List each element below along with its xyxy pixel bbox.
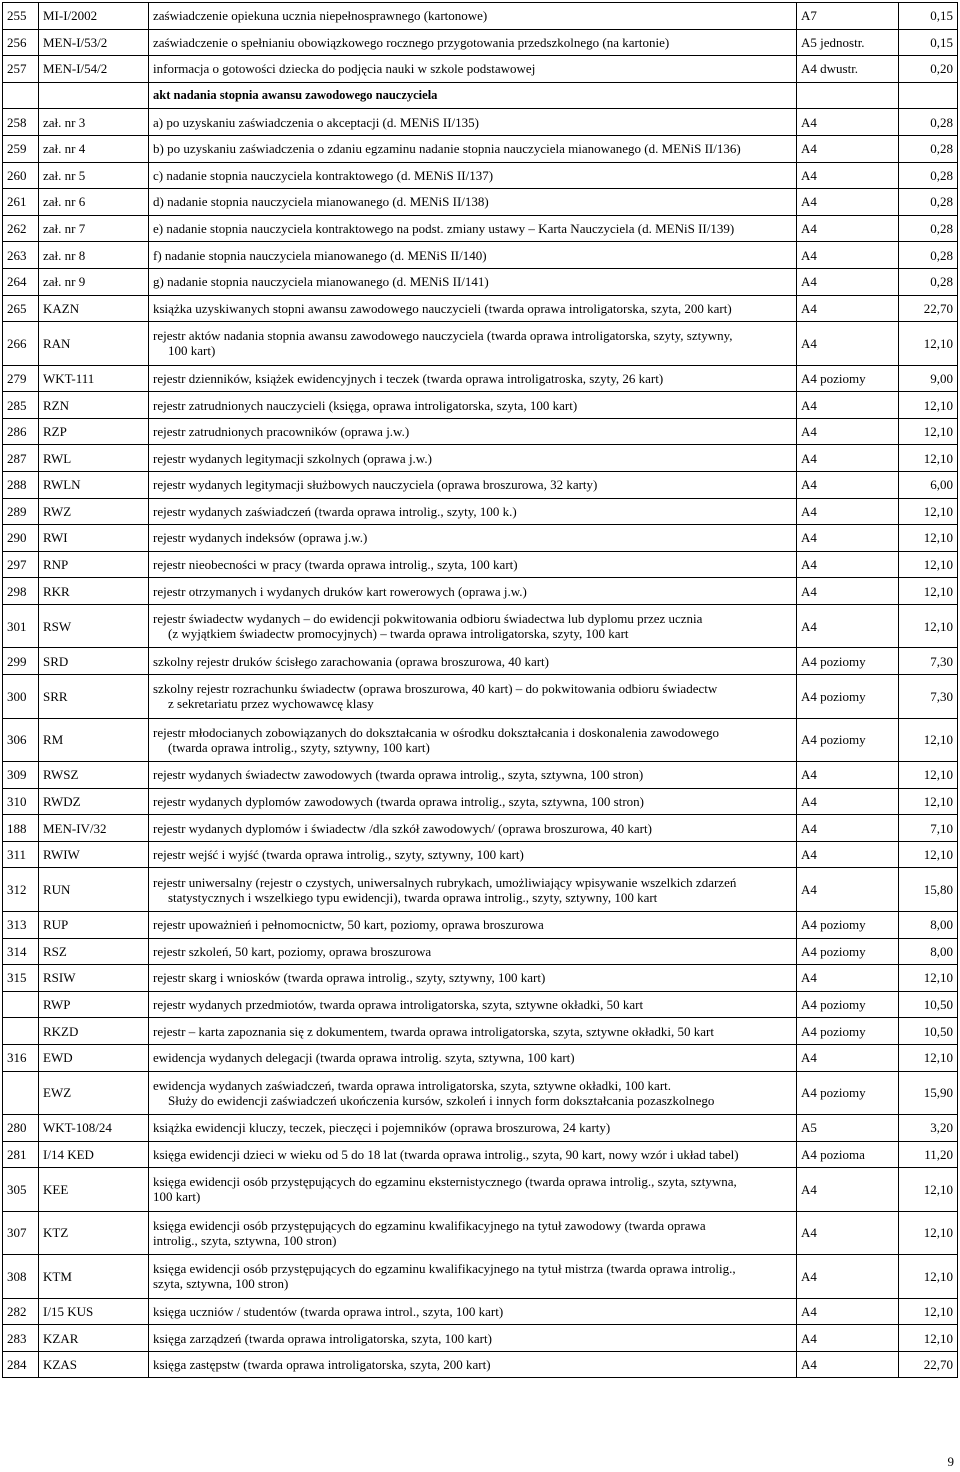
item-price-cell: 15,90 [899, 1071, 958, 1115]
item-number-cell: 307 [3, 1211, 39, 1255]
item-number-cell: 256 [3, 29, 39, 56]
item-price-cell: 7,30 [899, 675, 958, 719]
item-code-cell: zał. nr 8 [39, 242, 149, 269]
table-row [3, 1018, 958, 1045]
item-number-cell: 188 [3, 815, 39, 842]
item-description-cell: b) po uzyskaniu zaświadczenia o zdaniu egzaminu nadanie stopnia nauczyciela mianowanego (d. MENiS II/136) [149, 135, 797, 162]
item-description-cell: szkolny rejestr druków ścisłego zarachowania (oprawa broszurowa, 40 kart) [149, 648, 797, 675]
item-number-cell: 265 [3, 295, 39, 322]
table-row [3, 1325, 958, 1352]
item-price-cell: 8,00 [899, 911, 958, 938]
item-description-cell [149, 868, 797, 912]
item-number-cell: 285 [3, 392, 39, 419]
item-description-cell [149, 1255, 797, 1299]
item-format-cell [797, 82, 899, 109]
description-line-1: księga ewidencji osób przystępujących do egzaminu eksternistycznego (twarda oprawa introlig., szyta, sztywna, [153, 1174, 737, 1190]
item-format-cell: A4 [797, 242, 899, 269]
item-price-cell: 12,10 [899, 1044, 958, 1071]
item-number-cell: 308 [3, 1255, 39, 1299]
item-format-cell: A4 poziomy [797, 648, 899, 675]
item-code-cell: RWIW [39, 841, 149, 868]
item-description-cell: rejestr – karta zapoznania się z dokumentem, twarda oprawa introligatorska, szyta, sztywne okładki, 50 kart [149, 1018, 797, 1045]
item-format-cell: A4 [797, 498, 899, 525]
item-format-cell: A4 poziomy [797, 718, 899, 762]
item-code-cell [39, 82, 149, 109]
description-line-1: rejestr uniwersalny (rejestr o czystych, uniwersalnych rubrykach, umożliwiający wpisywanie wszelkich zdarzeń [153, 874, 737, 890]
item-price-cell: 12,10 [899, 1325, 958, 1352]
description-line-2: introlig., szyta, sztywna, 100 stron) [153, 1232, 337, 1248]
table-row [3, 268, 958, 295]
item-price-cell: 6,00 [899, 472, 958, 499]
item-price-cell: 12,10 [899, 1298, 958, 1325]
description-line-1: ewidencja wydanych zaświadczeń, twarda oprawa introligatorska, szyta, sztywne okładki, 100 kart. [153, 1077, 672, 1093]
table-row [3, 56, 958, 83]
item-code-cell: zał. nr 3 [39, 109, 149, 136]
item-price-cell: 0,20 [899, 56, 958, 83]
item-description-cell: informacja o gotowości dziecka do podjęcia nauki w szkole podstawowej [149, 56, 797, 83]
item-format-cell: A4 [797, 551, 899, 578]
table-row [3, 788, 958, 815]
item-number-cell: 260 [3, 162, 39, 189]
table-row [3, 189, 958, 216]
item-price-cell: 10,50 [899, 991, 958, 1018]
item-description-cell: rejestr wydanych legitymacji służbowych nauczyciela (oprawa broszurowa, 32 karty) [149, 472, 797, 499]
item-code-cell: RUP [39, 911, 149, 938]
item-code-cell: zał. nr 4 [39, 135, 149, 162]
item-number-cell: 313 [3, 911, 39, 938]
item-code-cell: SRD [39, 648, 149, 675]
item-format-cell: A4 pozioma [797, 1141, 899, 1168]
item-code-cell: KAZN [39, 295, 149, 322]
item-code-cell: RWP [39, 991, 149, 1018]
description-line-2: szyta, sztywna, 100 stron) [153, 1276, 289, 1292]
item-format-cell: A4 poziomy [797, 675, 899, 719]
item-format-cell: A4 [797, 1255, 899, 1299]
item-description-cell: rejestr zatrudnionych pracowników (oprawa j.w.) [149, 418, 797, 445]
item-price-cell: 12,10 [899, 1168, 958, 1212]
table-row [3, 1071, 958, 1115]
table-row [3, 1115, 958, 1142]
table-row [3, 242, 958, 269]
item-number-cell: 258 [3, 109, 39, 136]
item-format-cell: A4 [797, 189, 899, 216]
table-row [3, 29, 958, 56]
item-code-cell: RUN [39, 868, 149, 912]
item-price-cell: 7,10 [899, 815, 958, 842]
table-row [3, 551, 958, 578]
item-description-cell [149, 604, 797, 648]
item-description-cell: księga uczniów / studentów (twarda oprawa introl., szyta, 100 kart) [149, 1298, 797, 1325]
table-row [3, 578, 958, 605]
item-number-cell [3, 991, 39, 1018]
table-row [3, 1211, 958, 1255]
table-row [3, 3, 958, 30]
item-number-cell: 290 [3, 525, 39, 552]
item-format-cell: A5 [797, 1115, 899, 1142]
description-line-1: księga ewidencji osób przystępujących do egzaminu kwalifikacyjnego na tytuł mistrza (twarda oprawa introlig., [153, 1261, 736, 1277]
item-format-cell: A4 poziomy [797, 991, 899, 1018]
item-description-cell [149, 1071, 797, 1115]
item-price-cell: 0,28 [899, 135, 958, 162]
item-description-cell: zaświadczenie o spełnianiu obowiązkowego rocznego przygotowania przedszkolnego (na kartonie) [149, 29, 797, 56]
item-number-cell: 279 [3, 365, 39, 392]
item-code-cell: MEN-I/53/2 [39, 29, 149, 56]
item-number-cell: 309 [3, 762, 39, 789]
item-format-cell: A4 poziomy [797, 1018, 899, 1045]
item-number-cell: 261 [3, 189, 39, 216]
item-description-cell: rejestr wydanych dyplomów i świadectw /dla szkół zawodowych/ (oprawa broszurowa, 40 kart) [149, 815, 797, 842]
item-price-cell: 0,15 [899, 29, 958, 56]
item-code-cell: RSIW [39, 965, 149, 992]
item-format-cell: A4 [797, 135, 899, 162]
item-number-cell: 298 [3, 578, 39, 605]
table-row [3, 1255, 958, 1299]
item-number-cell: 299 [3, 648, 39, 675]
item-number-cell: 306 [3, 718, 39, 762]
item-code-cell: zał. nr 5 [39, 162, 149, 189]
table-row [3, 498, 958, 525]
table-row [3, 938, 958, 965]
item-description-cell: rejestr dzienników, książek ewidencyjnych i teczek (twarda oprawa introligatroska, szyty, 26 kart) [149, 365, 797, 392]
item-price-cell: 12,10 [899, 1211, 958, 1255]
table-row [3, 675, 958, 719]
item-format-cell: A7 [797, 3, 899, 30]
item-description-cell: a) po uzyskaniu zaświadczenia o akceptacji (d. MENiS II/135) [149, 109, 797, 136]
item-code-cell: RWLN [39, 472, 149, 499]
item-description-cell: rejestr skarg i wniosków (twarda oprawa introlig., szyty, sztywny, 100 kart) [149, 965, 797, 992]
item-number-cell: 305 [3, 1168, 39, 1212]
item-format-cell: A4 [797, 604, 899, 648]
table-row [3, 445, 958, 472]
table-row [3, 392, 958, 419]
item-price-cell: 12,10 [899, 788, 958, 815]
item-number-cell: 263 [3, 242, 39, 269]
item-code-cell: EWZ [39, 1071, 149, 1115]
item-description-cell: księga zastępstw (twarda oprawa introligatorska, szyta, 200 kart) [149, 1351, 797, 1378]
table-row [3, 1141, 958, 1168]
item-number-cell: 316 [3, 1044, 39, 1071]
item-description-cell: księga zarządzeń (twarda oprawa introligatorska, szyta, 100 kart) [149, 1325, 797, 1352]
item-price-cell: 12,10 [899, 762, 958, 789]
item-number-cell: 310 [3, 788, 39, 815]
item-number-cell: 255 [3, 3, 39, 30]
description-line-1: rejestr młodocianych zobowiązanych do dokształcania w ośrodku dokształcania i doskonalenia zawodowego [153, 724, 720, 740]
item-description-cell: rejestr zatrudnionych nauczycieli (księga, oprawa introligatorska, szyta, 100 kart) [149, 392, 797, 419]
item-code-cell: KTM [39, 1255, 149, 1299]
item-format-cell: A4 [797, 1044, 899, 1071]
table-row [3, 841, 958, 868]
table-row [3, 295, 958, 322]
item-code-cell: MEN-I/54/2 [39, 56, 149, 83]
item-description-cell: e) nadanie stopnia nauczyciela kontraktowego na podst. zmiany ustawy – Karta Nauczyciela (d. MENiS II/139) [149, 215, 797, 242]
item-description-cell: rejestr upoważnień i pełnomocnictw, 50 kart, poziomy, oprawa broszurowa [149, 911, 797, 938]
item-format-cell: A4 [797, 788, 899, 815]
item-price-cell: 0,15 [899, 3, 958, 30]
item-number-cell: 259 [3, 135, 39, 162]
table-row [3, 762, 958, 789]
item-price-cell: 0,28 [899, 109, 958, 136]
item-price-cell: 0,28 [899, 242, 958, 269]
product-catalog-table [2, 2, 958, 1378]
item-description-cell: rejestr wydanych legitymacji szkolnych (oprawa j.w.) [149, 445, 797, 472]
item-format-cell: A4 dwustr. [797, 56, 899, 83]
item-description-cell: rejestr wydanych przedmiotów, twarda oprawa introligatorska, szyta, sztywne okładki, 50 kart [149, 991, 797, 1018]
item-code-cell: KTZ [39, 1211, 149, 1255]
table-row [3, 1044, 958, 1071]
item-price-cell: 7,30 [899, 648, 958, 675]
section-heading-row [3, 82, 958, 109]
item-number-cell: 281 [3, 1141, 39, 1168]
item-description-cell [149, 1211, 797, 1255]
table-row [3, 1168, 958, 1212]
item-number-cell: 280 [3, 1115, 39, 1142]
item-description-cell: książka uzyskiwanych stopni awansu zawodowego nauczycieli (twarda oprawa introligatorska, szyta, 200 kart) [149, 295, 797, 322]
item-code-cell: RKZD [39, 1018, 149, 1045]
item-code-cell: RWZ [39, 498, 149, 525]
item-number-cell [3, 1018, 39, 1045]
table-row [3, 1298, 958, 1325]
item-description-cell: g) nadanie stopnia nauczyciela mianowanego (d. MENiS II/141) [149, 268, 797, 295]
item-format-cell: A4 [797, 815, 899, 842]
item-description-cell: rejestr wydanych świadectw zawodowych (twarda oprawa introlig., szyta, sztywna, 100 stron) [149, 762, 797, 789]
item-format-cell: A4 [797, 868, 899, 912]
description-line-1: księga ewidencji osób przystępujących do egzaminu kwalifikacyjnego na tytuł zawodowy (twarda oprawa [153, 1217, 706, 1233]
item-code-cell: EWD [39, 1044, 149, 1071]
table-row [3, 109, 958, 136]
catalog-body [3, 3, 958, 1378]
item-description-cell [149, 675, 797, 719]
item-format-cell: A4 [797, 1325, 899, 1352]
item-price-cell: 12,10 [899, 578, 958, 605]
item-format-cell: A4 poziomy [797, 1071, 899, 1115]
item-format-cell: A4 poziomy [797, 365, 899, 392]
item-description-cell: rejestr nieobecności w pracy (twarda oprawa introlig., szyta, 100 kart) [149, 551, 797, 578]
item-price-cell: 9,00 [899, 365, 958, 392]
item-format-cell: A4 [797, 1298, 899, 1325]
item-number-cell: 283 [3, 1325, 39, 1352]
item-format-cell: A4 [797, 762, 899, 789]
table-row [3, 911, 958, 938]
item-number-cell: 314 [3, 938, 39, 965]
item-code-cell: RNP [39, 551, 149, 578]
table-row [3, 418, 958, 445]
item-price-cell: 12,10 [899, 604, 958, 648]
item-description-cell: rejestr szkoleń, 50 kart, poziomy, oprawa broszurowa [149, 938, 797, 965]
item-description-cell: f) nadanie stopnia nauczyciela mianowanego (d. MENiS II/140) [149, 242, 797, 269]
item-format-cell: A4 [797, 162, 899, 189]
item-description-cell: księga ewidencji dzieci w wieku od 5 do 18 lat (twarda oprawa introlig., szyta, 90 kart, nowy wzór i układ tabel) [149, 1141, 797, 1168]
item-number-cell: 286 [3, 418, 39, 445]
item-price-cell: 0,28 [899, 189, 958, 216]
item-price-cell: 12,10 [899, 965, 958, 992]
table-row [3, 365, 958, 392]
item-description-cell: rejestr otrzymanych i wydanych druków kart rowerowych (oprawa j.w.) [149, 578, 797, 605]
item-price-cell: 0,28 [899, 162, 958, 189]
item-number-cell: 315 [3, 965, 39, 992]
item-format-cell: A4 [797, 445, 899, 472]
item-format-cell: A4 [797, 268, 899, 295]
item-price-cell: 10,50 [899, 1018, 958, 1045]
description-line-1: rejestr świadectw wydanych – do ewidencji pokwitowania odbioru świadectwa lub dyplomu przez ucznia [153, 611, 703, 627]
item-format-cell: A4 [797, 418, 899, 445]
item-description-cell [149, 322, 797, 366]
item-format-cell: A4 [797, 965, 899, 992]
item-description-cell: rejestr wydanych zaświadczeń (twarda oprawa introlig., szyty, 100 k.) [149, 498, 797, 525]
item-code-cell: RAN [39, 322, 149, 366]
table-row [3, 718, 958, 762]
item-number-cell: 312 [3, 868, 39, 912]
item-price-cell: 11,20 [899, 1141, 958, 1168]
item-description-cell: rejestr wejść i wyjść (twarda oprawa introlig., szyty, sztywny, 100 kart) [149, 841, 797, 868]
item-price-cell: 12,10 [899, 392, 958, 419]
item-price-cell [899, 82, 958, 109]
table-row [3, 135, 958, 162]
item-price-cell: 12,10 [899, 498, 958, 525]
item-code-cell: RSZ [39, 938, 149, 965]
item-code-cell: WKT-108/24 [39, 1115, 149, 1142]
item-description-cell: d) nadanie stopnia nauczyciela mianowanego (d. MENiS II/138) [149, 189, 797, 216]
item-number-cell: 311 [3, 841, 39, 868]
table-row [3, 1351, 958, 1378]
item-code-cell: SRR [39, 675, 149, 719]
item-number-cell: 288 [3, 472, 39, 499]
description-line-2: z sekretariatu przez wychowawcę klasy [168, 696, 374, 712]
item-code-cell: KZAR [39, 1325, 149, 1352]
item-description-cell: zaświadczenie opiekuna ucznia niepełnosprawnego (kartonowe) [149, 3, 797, 30]
table-row [3, 525, 958, 552]
item-description-cell [149, 718, 797, 762]
item-format-cell: A4 [797, 1351, 899, 1378]
table-row [3, 991, 958, 1018]
item-price-cell: 3,20 [899, 1115, 958, 1142]
item-price-cell: 0,28 [899, 215, 958, 242]
item-number-cell: 282 [3, 1298, 39, 1325]
item-code-cell: MEN-IV/32 [39, 815, 149, 842]
item-price-cell: 0,28 [899, 268, 958, 295]
item-price-cell: 12,10 [899, 551, 958, 578]
item-format-cell: A4 [797, 295, 899, 322]
item-code-cell: MI-I/2002 [39, 3, 149, 30]
item-format-cell: A4 [797, 525, 899, 552]
table-row [3, 322, 958, 366]
item-number-cell: 301 [3, 604, 39, 648]
item-number-cell: 289 [3, 498, 39, 525]
item-format-cell: A4 [797, 1211, 899, 1255]
description-line-2: 100 kart) [168, 343, 216, 359]
description-line-2: Służy do ewidencji zaświadczeń ukończenia kursów, szkoleń i innych form dokształcania pozaszkolnego [168, 1092, 715, 1108]
item-format-cell: A4 [797, 322, 899, 366]
table-row [3, 648, 958, 675]
item-number-cell [3, 82, 39, 109]
item-code-cell: RM [39, 718, 149, 762]
item-price-cell: 22,70 [899, 295, 958, 322]
description-line-2: (twarda oprawa introlig., szyty, sztywny, 100 kart) [168, 739, 430, 755]
item-price-cell: 12,10 [899, 841, 958, 868]
item-number-cell: 297 [3, 551, 39, 578]
item-format-cell: A5 jednostr. [797, 29, 899, 56]
item-code-cell: RWDZ [39, 788, 149, 815]
item-format-cell: A4 [797, 578, 899, 605]
item-code-cell: KZAS [39, 1351, 149, 1378]
table-row [3, 472, 958, 499]
item-code-cell: RWL [39, 445, 149, 472]
table-row [3, 815, 958, 842]
page-number: 9 [947, 1454, 954, 1469]
item-number-cell: 264 [3, 268, 39, 295]
item-code-cell: zał. nr 7 [39, 215, 149, 242]
item-number-cell: 300 [3, 675, 39, 719]
item-code-cell: RWSZ [39, 762, 149, 789]
item-format-cell: A4 poziomy [797, 938, 899, 965]
item-description-cell: książka ewidencji kluczy, teczek, pieczęci i pojemników (oprawa broszurowa, 24 karty) [149, 1115, 797, 1142]
description-line-2: (z wyjątkiem świadectw promocyjnych) – twarda oprawa introligatorska, szyty, 100 kart [168, 626, 629, 642]
table-row [3, 215, 958, 242]
item-description-cell [149, 1168, 797, 1212]
item-number-cell: 287 [3, 445, 39, 472]
item-price-cell: 22,70 [899, 1351, 958, 1378]
description-line-2: 100 kart) [153, 1189, 201, 1205]
item-price-cell: 8,00 [899, 938, 958, 965]
item-price-cell: 12,10 [899, 1255, 958, 1299]
item-code-cell: RSW [39, 604, 149, 648]
item-format-cell: A4 [797, 841, 899, 868]
table-row [3, 604, 958, 648]
item-description-cell: ewidencja wydanych delegacji (twarda oprawa introlig. szyta, sztywna, 100 kart) [149, 1044, 797, 1071]
item-number-cell: 262 [3, 215, 39, 242]
item-price-cell: 12,10 [899, 525, 958, 552]
item-code-cell: zał. nr 6 [39, 189, 149, 216]
item-code-cell: WKT-111 [39, 365, 149, 392]
item-format-cell: A4 [797, 215, 899, 242]
item-price-cell: 15,80 [899, 868, 958, 912]
description-line-1: szkolny rejestr rozrachunku świadectw (oprawa broszurowa, 40 kart) – do pokwitowania odbioru świadectw [153, 681, 718, 697]
item-price-cell: 12,10 [899, 418, 958, 445]
item-code-cell: zał. nr 9 [39, 268, 149, 295]
item-description-cell: rejestr wydanych indeksów (oprawa j.w.) [149, 525, 797, 552]
table-row [3, 965, 958, 992]
item-code-cell: KEE [39, 1168, 149, 1212]
item-code-cell: I/14 KED [39, 1141, 149, 1168]
item-price-cell: 12,10 [899, 322, 958, 366]
item-price-cell: 12,10 [899, 718, 958, 762]
item-format-cell: A4 [797, 472, 899, 499]
table-row [3, 868, 958, 912]
item-number-cell: 257 [3, 56, 39, 83]
description-line-2: statystycznych i wszelkiego typu ewidencji), twarda oprawa introlig., szyty, sztywny, 100 kart [168, 889, 658, 905]
item-format-cell: A4 [797, 392, 899, 419]
item-description-cell: rejestr wydanych dyplomów zawodowych (twarda oprawa introlig., szyta, sztywna, 100 stron) [149, 788, 797, 815]
item-format-cell: A4 [797, 1168, 899, 1212]
item-format-cell: A4 [797, 109, 899, 136]
section-heading-cell: akt nadania stopnia awansu zawodowego nauczyciela [149, 82, 797, 109]
item-format-cell: A4 poziomy [797, 911, 899, 938]
description-line-1: rejestr aktów nadania stopnia awansu zawodowego nauczyciela (twarda oprawa introligatorska, szyty, sztywny, [153, 328, 733, 344]
item-code-cell: RZN [39, 392, 149, 419]
table-row [3, 162, 958, 189]
item-code-cell: RZP [39, 418, 149, 445]
item-code-cell: RWI [39, 525, 149, 552]
item-code-cell: I/15 KUS [39, 1298, 149, 1325]
item-number-cell: 266 [3, 322, 39, 366]
item-number-cell: 284 [3, 1351, 39, 1378]
item-code-cell: RKR [39, 578, 149, 605]
item-description-cell: c) nadanie stopnia nauczyciela kontraktowego (d. MENiS II/137) [149, 162, 797, 189]
item-number-cell [3, 1071, 39, 1115]
item-price-cell: 12,10 [899, 445, 958, 472]
